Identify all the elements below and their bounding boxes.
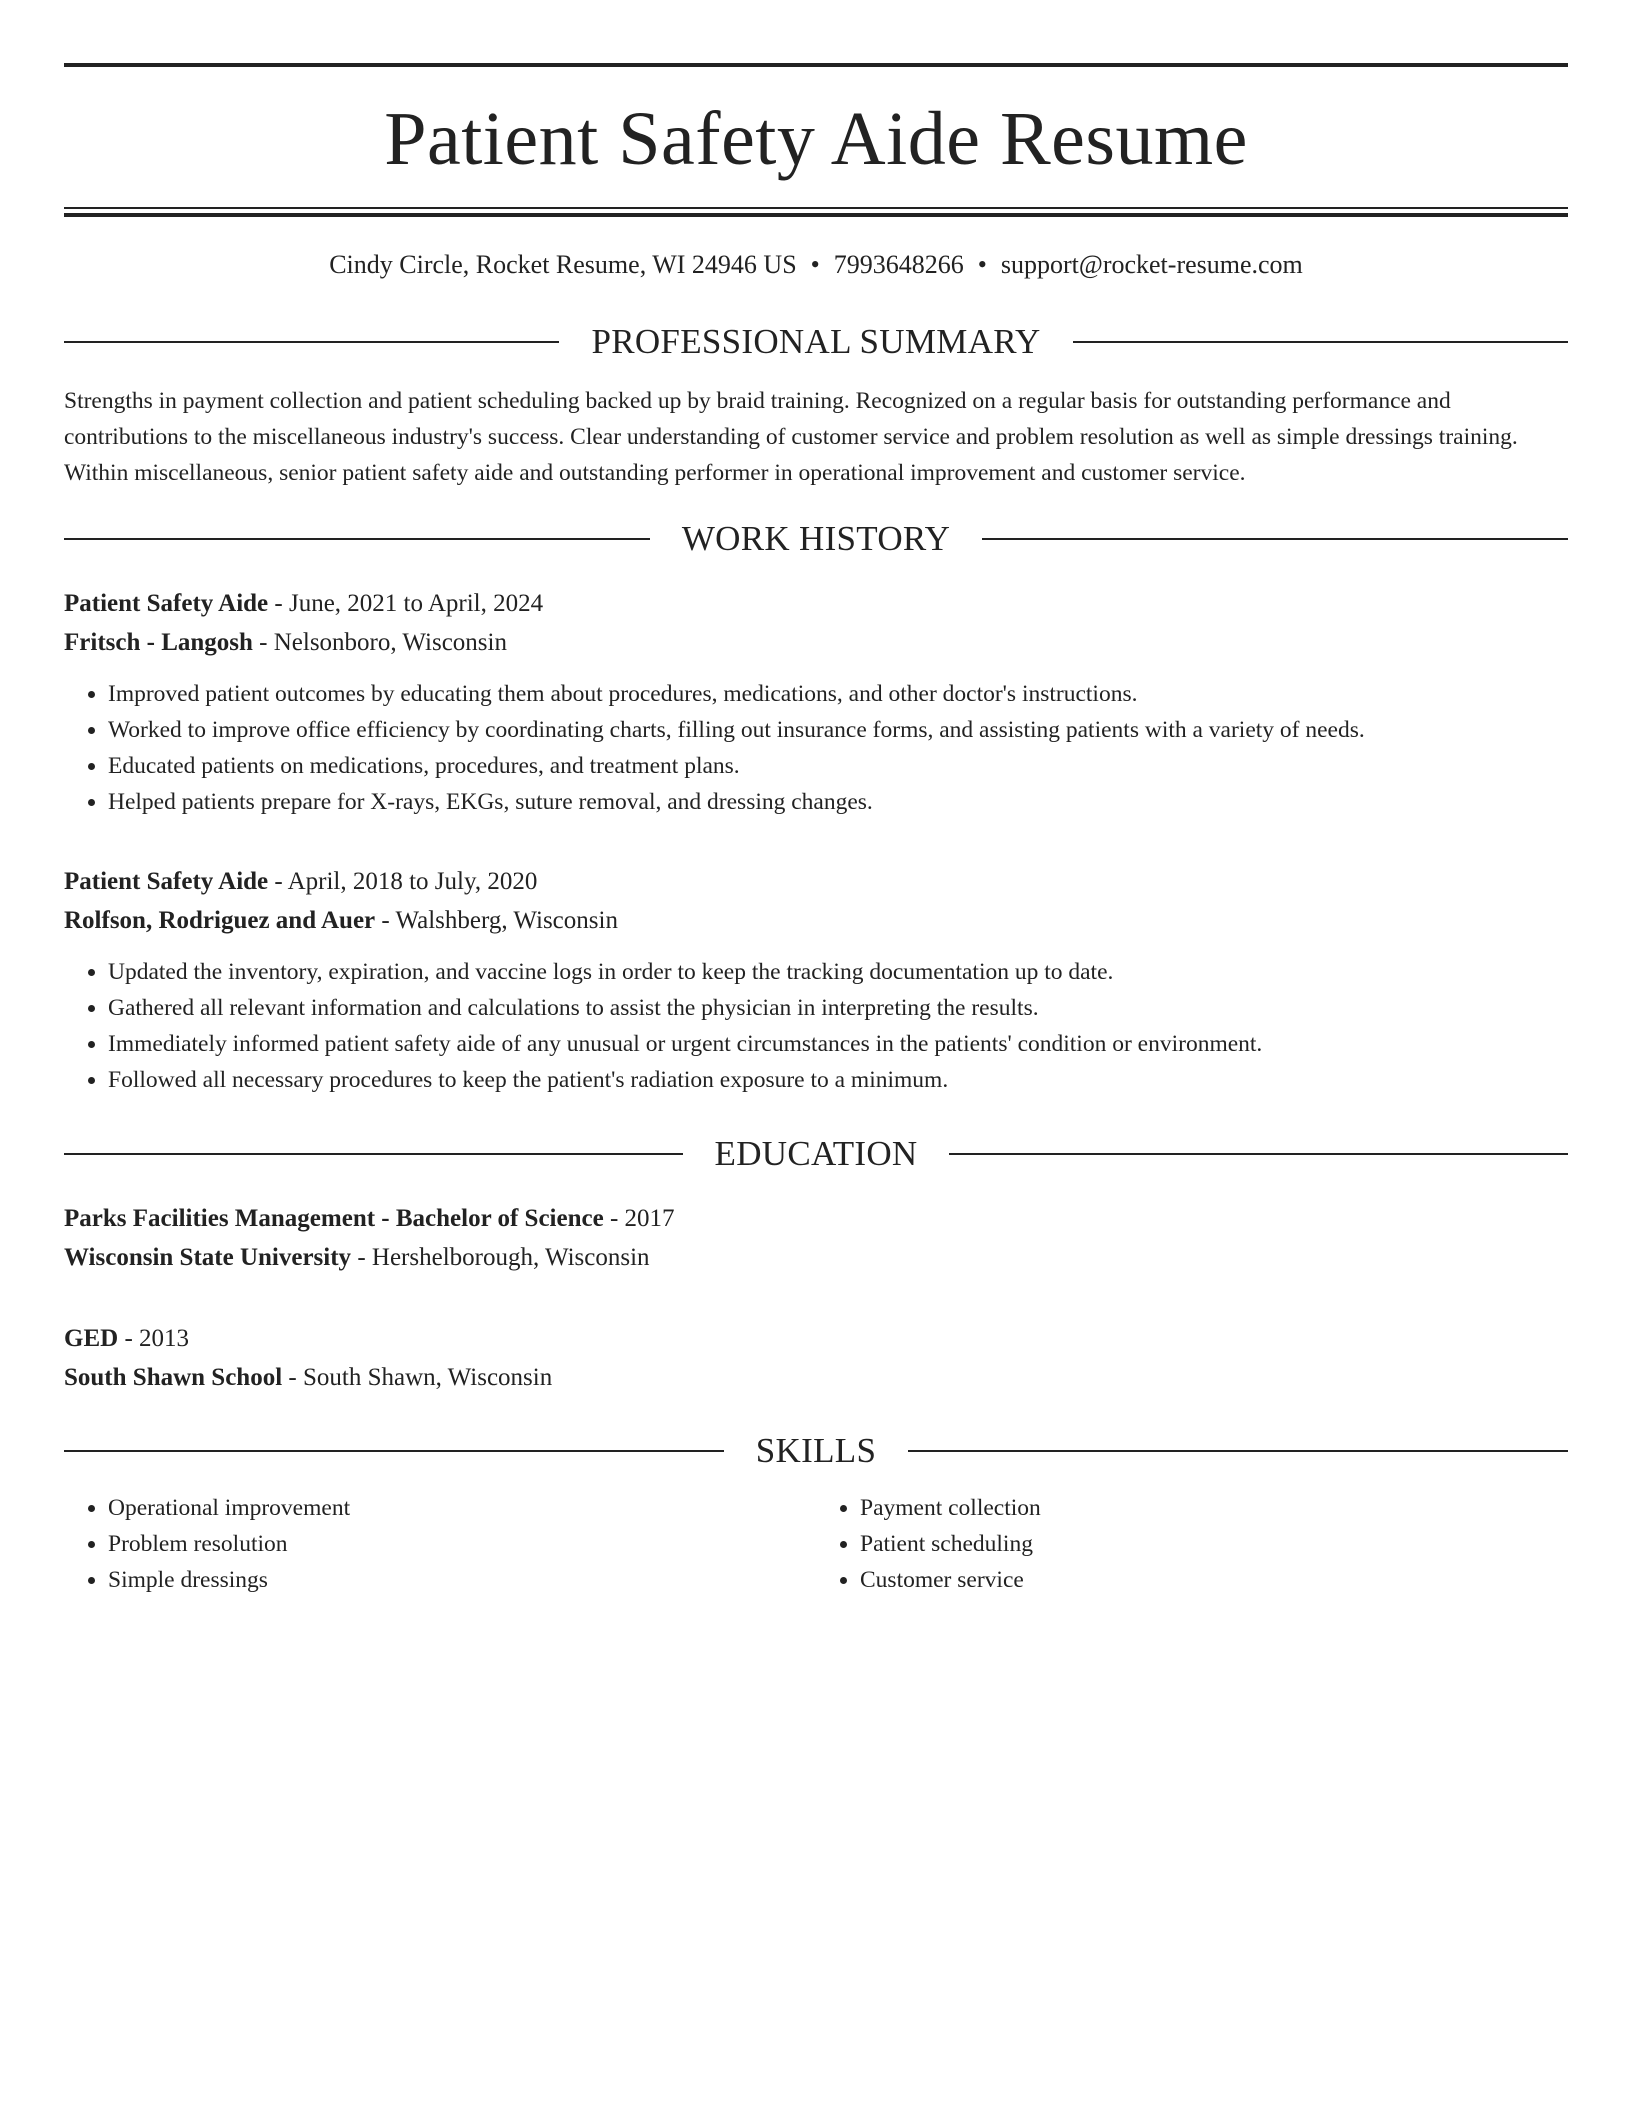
list-item: • Gathered all relevant information and calculations to assist the physician in interpreting the results. [108, 990, 1568, 1026]
heading-rule-right [982, 538, 1568, 540]
skill-item: • Operational improvement [108, 1490, 816, 1526]
job-title-line [64, 862, 1568, 901]
degree-line [64, 1319, 1568, 1358]
section-title: SKILLS [755, 1431, 877, 1470]
degree-year: - 2013 [118, 1325, 190, 1352]
school-line [64, 1358, 1568, 1397]
job-location: - Walshberg, Wisconsin [375, 907, 618, 934]
job-title-line [64, 584, 1568, 623]
section-title: EDUCATION [714, 1134, 918, 1173]
list-item: • Educated patients on medications, procedures, and treatment plans. [108, 748, 1568, 784]
job-company-line [64, 623, 1568, 662]
top-rule [64, 63, 1568, 67]
heading-rule-right [1073, 341, 1568, 343]
contact-line [64, 252, 1568, 278]
title-double-rule [64, 207, 1568, 217]
school: South Shawn School [64, 1364, 283, 1391]
list-item: • Improved patient outcomes by educating them about procedures, medications, and other doctor's instructions. [108, 676, 1568, 712]
school: Wisconsin State University [64, 1244, 352, 1271]
section-heading-summary [64, 324, 1568, 359]
contact-separator: • [810, 250, 820, 279]
section-heading-skills [64, 1433, 1568, 1468]
job-entry [64, 584, 1568, 820]
heading-rule-left [64, 1450, 724, 1452]
job-title: Patient Safety Aide [64, 590, 269, 617]
skills-list-left [64, 1490, 816, 1598]
heading-rule-right [908, 1450, 1568, 1452]
skill-item: • Payment collection [860, 1490, 1568, 1526]
skill-item: • Customer service [860, 1562, 1568, 1598]
list-item: • Helped patients prepare for X-rays, EKGs, suture removal, and dressing changes. [108, 784, 1568, 820]
degree: GED [64, 1325, 119, 1352]
job-company: Fritsch - Langosh [64, 629, 253, 656]
degree-line [64, 1199, 1568, 1238]
skill-item: • Patient scheduling [860, 1526, 1568, 1562]
degree-year: - 2017 [603, 1205, 675, 1232]
skills-list-right [816, 1490, 1568, 1598]
summary-text: Strengths in payment collection and patient scheduling backed up by braid training. Recognized on a regular basis for outstanding performance and contributions to the miscellaneous industry's success. Clear understanding of customer service and problem resolution as well as simple dressings training. Within miscellaneous, senior patient safety aide and outstanding performer in operational improvement and customer service. [64, 388, 1518, 486]
contact-phone: 7993648266 [833, 250, 964, 279]
job-entry [64, 862, 1568, 1098]
heading-rule-left [64, 1153, 683, 1155]
job-title: Patient Safety Aide [64, 868, 269, 895]
school-location: - Hershelborough, Wisconsin [351, 1244, 650, 1271]
heading-rule-left [64, 538, 650, 540]
job-dates: - June, 2021 to April, 2024 [268, 590, 544, 617]
job-bullets [64, 954, 1568, 1098]
section-title: PROFESSIONAL SUMMARY [591, 322, 1041, 361]
skills-columns [64, 1490, 1568, 1598]
job-location: - Nelsonboro, Wisconsin [252, 629, 507, 656]
school-location: - South Shawn, Wisconsin [282, 1364, 553, 1391]
heading-rule-left [64, 341, 559, 343]
job-company: Rolfson, Rodriguez and Auer [64, 907, 376, 934]
skill-item: • Simple dressings [108, 1562, 816, 1598]
heading-rule-right [949, 1153, 1568, 1155]
section-heading-education [64, 1136, 1568, 1171]
section-heading-work-history [64, 521, 1568, 556]
skill-item: • Problem resolution [108, 1526, 816, 1562]
degree: Parks Facilities Management - Bachelor of Science [64, 1205, 604, 1232]
education-entry [64, 1199, 1568, 1277]
contact-separator: • [977, 250, 987, 279]
list-item: • Immediately informed patient safety aide of any unusual or urgent circumstances in the patients' condition or environment. [108, 1026, 1568, 1062]
job-bullets [64, 676, 1568, 820]
education-entry [64, 1319, 1568, 1397]
section-title: WORK HISTORY [681, 519, 951, 558]
list-item: • Updated the inventory, expiration, and vaccine logs in order to keep the tracking documentation up to date. [108, 954, 1568, 990]
job-dates: - April, 2018 to July, 2020 [268, 868, 538, 895]
school-line [64, 1238, 1568, 1277]
list-item: • Worked to improve office efficiency by coordinating charts, filling out insurance forms, and assisting patients with a variety of needs. [108, 712, 1568, 748]
contact-email: support@rocket-resume.com [1000, 250, 1303, 279]
contact-address: Cindy Circle, Rocket Resume, WI 24946 US [329, 250, 797, 279]
job-company-line [64, 901, 1568, 940]
resume-title: Patient Safety Aide Resume [384, 97, 1248, 181]
list-item: • Followed all necessary procedures to keep the patient's radiation exposure to a minimum. [108, 1062, 1568, 1098]
